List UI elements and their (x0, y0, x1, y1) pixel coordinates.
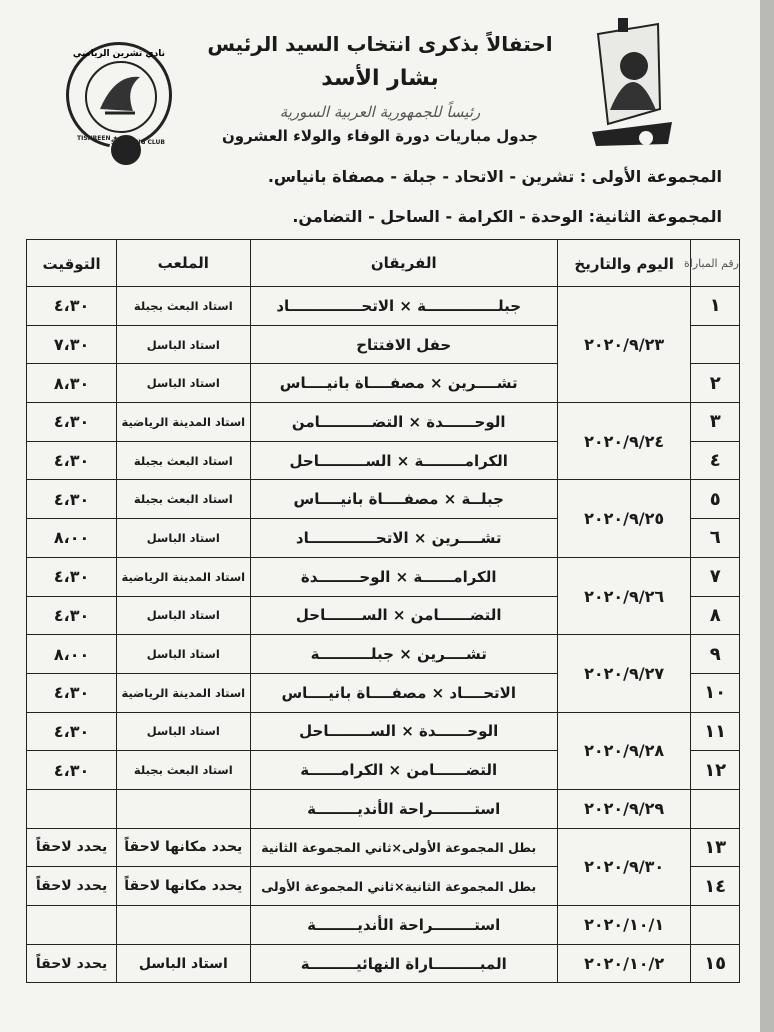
header-num: رقم المباراة (684, 256, 739, 270)
match-number: ١٥ (691, 944, 740, 983)
logo-arabic-text: نادي تشرين الرياضي (72, 49, 166, 59)
match-teams: جبلــة × مصفــــاة بانيــــاس (250, 480, 557, 519)
match-number: ١١ (691, 712, 740, 751)
match-time: ٤،٣٠ (27, 441, 117, 480)
match-teams: الاتحــــاد × مصفــــاة بانيــــاس (250, 673, 557, 712)
table-row (27, 906, 740, 945)
match-venue (117, 789, 250, 828)
match-number: ٦ (691, 519, 740, 558)
match-teams: الكرامــــــــة × الســـــــــاحل (250, 441, 557, 480)
match-number (691, 325, 740, 364)
header-line2: بشار الأسد (321, 66, 439, 91)
match-number: ٤ (691, 441, 740, 480)
match-number: ٣ (691, 403, 740, 442)
match-time: ٤،٣٠ (27, 557, 117, 596)
table-header-row (27, 240, 740, 287)
header-match: الفريقان (370, 254, 437, 272)
match-time: ٤،٣٠ (27, 287, 117, 326)
match-number: ١ (691, 287, 740, 326)
header-date: اليوم والتاريخ (574, 254, 674, 273)
tishreen-club-logo (66, 42, 172, 148)
match-teams: بطل المجموعة الثانية×ثاني المجموعة الأولى (250, 867, 557, 906)
match-time: ٨،٣٠ (27, 364, 117, 403)
match-venue: يحدد مكانها لاحقاً (117, 867, 250, 906)
match-number (691, 789, 740, 828)
match-number: ١٣ (691, 828, 740, 867)
match-number: ٨ (691, 596, 740, 635)
match-venue: استاد المدينة الرياضية (117, 403, 250, 442)
table-row (27, 403, 740, 442)
match-schedule-table (26, 239, 740, 983)
header-line1: احتفالاً بذكرى انتخاب السيد الرئيس (207, 32, 553, 56)
table-row (27, 828, 740, 867)
match-date: ٢٠٢٠/٩/٢٦ (557, 557, 690, 634)
table-row (27, 557, 740, 596)
match-date: ٢٠٢٠/٩/٢٩ (557, 789, 690, 828)
match-venue: يحدد مكانها لاحقاً (117, 828, 250, 867)
match-teams: تشــــرين × مصفــــاة بانيــــاس (250, 364, 557, 403)
background-edge (760, 0, 774, 1032)
match-teams: بطل المجموعة الأولى×ثاني المجموعة الثانية (250, 828, 557, 867)
match-venue: استاد الباسل (117, 944, 250, 983)
match-venue: استاد الباسل (117, 635, 250, 674)
match-venue: استاد البعث بجبلة (117, 751, 250, 790)
match-teams: تشــــرين × الاتحـــــــــــــاد (250, 519, 557, 558)
match-time (27, 906, 117, 945)
match-number (691, 906, 740, 945)
match-venue: استاد المدينة الرياضية (117, 557, 250, 596)
match-time: ٤،٣٠ (27, 712, 117, 751)
match-venue: استاد البعث بجبلة (117, 441, 250, 480)
match-venue: استاد البعث بجبلة (117, 480, 250, 519)
president-poster-image (588, 14, 676, 154)
match-date: ٢٠٢٠/١٠/١ (557, 906, 690, 945)
header-line3: رئيساً للجمهورية العربية السورية (279, 103, 481, 121)
match-teams: الكرامــــــة × الوحــــــــدة (250, 557, 557, 596)
match-venue: استاد المدينة الرياضية (117, 673, 250, 712)
table-row (27, 944, 740, 983)
match-date: ٢٠٢٠/٩/٢٨ (557, 712, 690, 789)
match-time: ٤،٣٠ (27, 596, 117, 635)
header-line4: جدول مباريات دورة الوفاء والولاء العشرون (221, 127, 539, 145)
table-row (27, 287, 740, 326)
match-date: ٢٠٢٠/١٠/٢ (557, 944, 690, 983)
match-date: ٢٠٢٠/٩/٢٤ (557, 403, 690, 480)
match-time: ٤،٣٠ (27, 751, 117, 790)
match-teams: الوحــــــدة × التضــــــــــامن (250, 403, 557, 442)
match-number: ١٠ (691, 673, 740, 712)
match-date: ٢٠٢٠/٩/٢٣ (557, 287, 690, 403)
match-time: يحدد لاحقاً (27, 944, 117, 983)
match-time: يحدد لاحقاً (27, 867, 117, 906)
match-number: ٥ (691, 480, 740, 519)
table-row (27, 789, 740, 828)
match-time: ٤،٣٠ (27, 673, 117, 712)
match-teams: استــــــــراحة الأنديــــــــة (250, 906, 557, 945)
match-time: ٤،٣٠ (27, 403, 117, 442)
match-venue: استاد الباسل (117, 712, 250, 751)
group1-line: المجموعة الأولى : تشرين - الاتحاد - جبلة - مصفاة بانياس. (267, 167, 722, 186)
match-venue: استاد الباسل (117, 596, 250, 635)
match-venue: استاد الباسل (117, 325, 250, 364)
match-venue: استاد البعث بجبلة (117, 287, 250, 326)
match-teams: استــــــــراحة الأنديــــــــة (250, 789, 557, 828)
match-venue (117, 906, 250, 945)
match-number: ٧ (691, 557, 740, 596)
match-teams: جبلــــــــــــــة × الاتحــــــــــــــاد (250, 287, 557, 326)
match-time: يحدد لاحقاً (27, 828, 117, 867)
match-teams: حفل الافتتاح (250, 325, 557, 364)
match-teams: الوحــــــدة × الســــــــاحل (250, 712, 557, 751)
table-row (27, 635, 740, 674)
table-row (27, 480, 740, 519)
match-teams: تشــــرين × جبلــــــــــة (250, 635, 557, 674)
header-time: التوقيت (42, 254, 101, 273)
match-number: ١٤ (691, 867, 740, 906)
match-time: ٧،٣٠ (27, 325, 117, 364)
match-date: ٢٠٢٠/٩/٣٠ (557, 828, 690, 905)
match-date: ٢٠٢٠/٩/٢٥ (557, 480, 690, 557)
match-date: ٢٠٢٠/٩/٢٧ (557, 635, 690, 712)
match-time (27, 789, 117, 828)
logo-right-text: SPORTING CLUB (111, 139, 165, 146)
match-teams: التضــــــامن × الســـــــاحل (250, 596, 557, 635)
match-number: ٢ (691, 364, 740, 403)
match-time: ٨،٠٠ (27, 519, 117, 558)
match-venue: استاد الباسل (117, 364, 250, 403)
header-venue: الملعب (157, 254, 209, 272)
match-venue: استاد الباسل (117, 519, 250, 558)
match-number: ٩ (691, 635, 740, 674)
match-teams: التضــــــامن × الكرامــــــة (250, 751, 557, 790)
match-teams: المبـــــــــاراة النهائيـــــــــة (250, 944, 557, 983)
logo-left-text: TISHREEN ★★★ (77, 135, 129, 142)
group2-line: المجموعة الثانية: الوحدة - الكرامة - الساحل - التضامن. (292, 207, 722, 226)
match-time: ٤،٣٠ (27, 480, 117, 519)
table-row (27, 712, 740, 751)
match-time: ٨،٠٠ (27, 635, 117, 674)
match-number: ١٢ (691, 751, 740, 790)
